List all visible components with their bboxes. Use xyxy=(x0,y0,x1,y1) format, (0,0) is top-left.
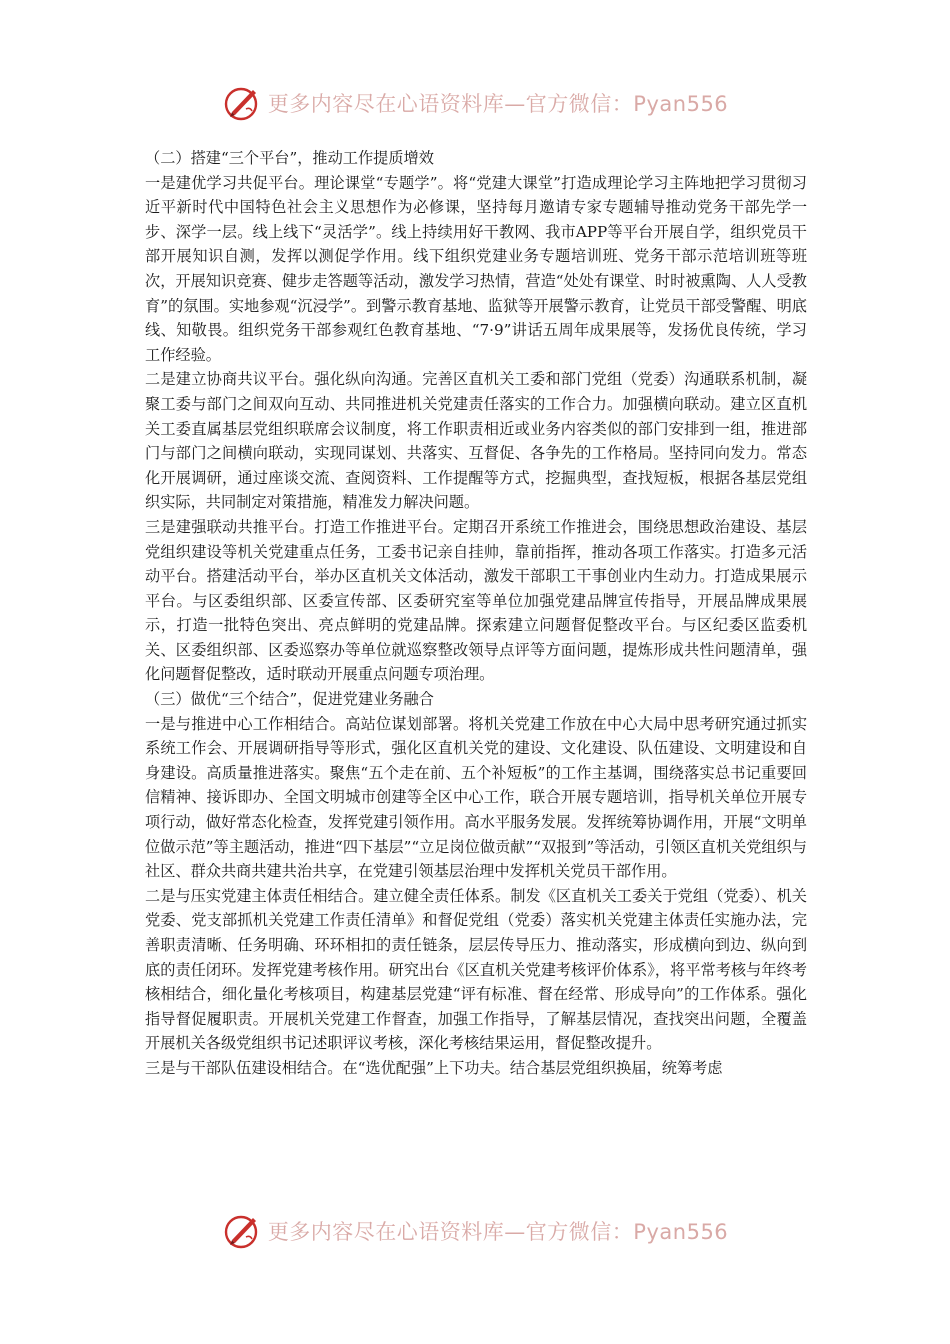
header-banner-text: 更多内容尽在心语资料库—官方微信：Pyan556 xyxy=(267,92,729,116)
document-body xyxy=(145,146,807,1081)
paragraph: 三是建强联动共推平台。打造工作推进平台。定期召开系统工作推进会，围绕思想政治建设、基层党组织建设等机关党建重点任务，工委书记亲自挂帅，靠前指挥，推动各项工作落实。打造多元活动平台。搭建活动平台，举办区直机关文体活动，激发干部职工干事创业内生动力。打造成果展示平台。与区委组织部、区委宣传部、区委研究室等单位加强党建品牌宣传指导，开展品牌成果展示，打造一批特色突出、亮点鲜明的党建品牌。探索建立问题督促整改平台。与区纪委区监委机关、区委组织部、区委巡察办等单位就巡察整改领导点评等方面问题，提炼形成共性问题清单，强化问题督促整改，适时联动开展重点问题专项治理。 xyxy=(145,517,807,684)
section-heading-2: （二）搭建“三个平台”，推动工作提质增效 xyxy=(145,149,434,167)
pen-logo-icon xyxy=(222,1211,262,1251)
footer-banner-text: 更多内容尽在心语资料库—官方微信：Pyan556 xyxy=(267,1220,729,1244)
paragraph: 一是建优学习共促平台。理论课堂“专题学”。将“党建大课堂”打造成理论学习主阵地把学习贯彻习近平新时代中国特色社会主义思想作为必修课，坚持每月邀请专家专题辅导推动党务干部先学一步、深学一层。线上线下“灵活学”。线上持续用好干教网、我市APP等平台开展自学，组织党员干部开展知识自测，发挥以测促学作用。线下组织党建业务专题培训班、党务干部示范培训班等班次，开展知识竞赛、健步走答题等活动，激发学习热情，营造“处处有课堂、时时被熏陶、人人受教育”的氛围。实地参观“沉浸学”。到警示教育基地、监狱等开展警示教育，让党员干部受警醒、明底线、知敬畏。组织党务干部参观红色教育基地、“7·9”讲话五周年成果展等，发扬优良传统，学习工作经验。 xyxy=(145,173,807,364)
paragraph: 二是建立协商共议平台。强化纵向沟通。完善区直机关工委和部门党组（党委）沟通联系机制，凝聚工委与部门之间双向互动、共同推进机关党建责任落实的工作合力。加强横向联动。建立区直机关工委直属基层党组织联席会议制度，将工作职责相近或业务内容类似的部门安排到一组，推进部门与部门之间横向联动，实现同谋划、共落实、互督促、各争先的工作格局。坚持同向发力。常态化开展调研，通过座谈交流、查阅资料、工作提醒等方式，挖掘典型，查找短板，根据各基层党组织实际，共同制定对策措施，精准发力解决问题。 xyxy=(145,370,807,512)
footer-banner xyxy=(0,1206,950,1256)
pen-logo-icon xyxy=(222,83,262,123)
paragraph: 一是与推进中心工作相结合。高站位谋划部署。将机关党建工作放在中心大局中思考研究通过抓实系统工作会、开展调研指导等形式，强化区直机关党的建设、文化建设、队伍建设、文明建设和自身建设。高质量推进落实。聚焦“五个走在前、五个补短板”的工作主基调，围绕落实总书记重要回信精神、接诉即办、全国文明城市创建等全区中心工作，联合开展专题培训，指导机关单位开展专项行动，做好常态化检查，发挥党建引领作用。高水平服务发展。发挥统筹协调作用，开展“文明单位做示范”等主题活动，推进“四下基层”“立足岗位做贡献”“双报到”等活动，引领区直机关党组织与社区、群众共商共建共治共享，在党建引领基层治理中发挥机关党员干部作用。 xyxy=(145,714,807,881)
paragraph: 二是与压实党建主体责任相结合。建立健全责任体系。制发《区直机关工委关于党组（党委）、机关党委、党支部抓机关党建工作责任清单》和督促党组（党委）落实机关党建主体责任实施办法，完善职责清晰、任务明确、环环相扣的责任链条，层层传导压力、推动落实，形成横向到边、纵向到底的责任闭环。发挥党建考核作用。研究出台《区直机关党建考核评价体系》，将平常考核与年终考核相结合，细化量化考核项目，构建基层党建“评有标准、督在经常、形成导向”的工作体系。强化指导督促履职责。开展机关党建工作督查，加强工作指导，了解基层情况，查找突出问题，全覆盖开展机关各级党组织书记述职评议考核，深化考核结果运用，督促整改提升。 xyxy=(145,886,807,1053)
paragraph: 三是与干部队伍建设相结合。在“选优配强”上下功夫。结合基层党组织换届，统筹考虑 xyxy=(145,1058,723,1077)
header-banner xyxy=(0,78,950,128)
section-heading-3: （三）做优“三个结合”，促进党建业务融合 xyxy=(145,690,434,709)
